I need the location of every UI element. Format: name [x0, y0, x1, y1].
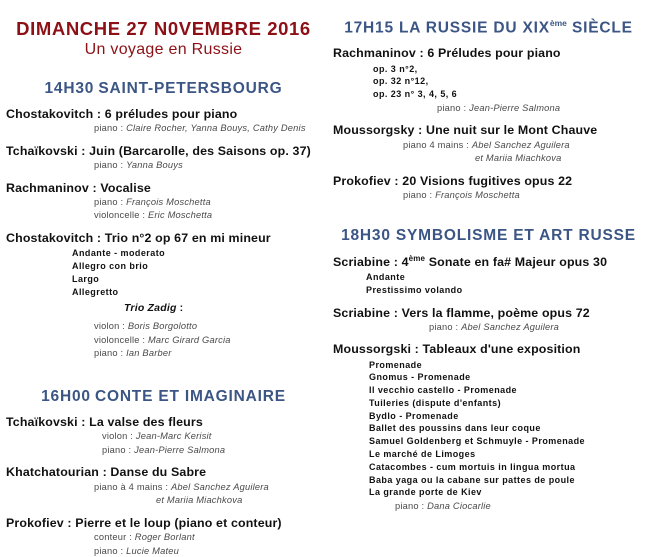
- movement-item: Le marché de Limoges: [369, 448, 644, 461]
- performer-line: [333, 321, 644, 334]
- work-title: Rachmaninov : 6 Préludes pour piano: [333, 46, 644, 60]
- performer-line: [6, 122, 321, 135]
- section-time-1715: 17H15: [344, 19, 394, 36]
- performer-role: piano :: [102, 445, 131, 455]
- page-subtitle: Un voyage en Russie: [6, 41, 321, 59]
- section-time-1600: 16H00: [41, 388, 91, 405]
- movement-item: Allegro con brio: [72, 260, 321, 273]
- performer-name: Claire Rocher, Yanna Bouys, Cathy Denis: [126, 123, 306, 133]
- performer-name: et Mariia Miachkova: [475, 153, 561, 163]
- performer-line: [333, 189, 644, 202]
- movement-item: Bydlo - Promenade: [369, 410, 644, 423]
- performer-role: piano :: [94, 123, 123, 133]
- performer-role: violon :: [94, 321, 125, 331]
- movement-item: Tuileries (dispute d'enfants): [369, 397, 644, 410]
- work-title: Moussorgsky : Une nuit sur le Mont Chauve: [333, 123, 644, 137]
- work-item: [6, 144, 321, 172]
- work-title-ordinal: ème: [409, 254, 425, 263]
- performer-line: [333, 152, 644, 165]
- work-title-prefix: Scriabine : 4: [333, 255, 409, 269]
- performer-role: piano :: [403, 190, 432, 200]
- work-item: [333, 254, 644, 297]
- performer-line: [6, 481, 321, 494]
- work-title: Rachmaninov : Vocalise: [6, 181, 321, 195]
- performer-role: piano :: [429, 322, 458, 332]
- performer-line: [6, 209, 321, 222]
- movement-item: Il vecchio castello - Promenade: [369, 384, 644, 397]
- work-item: [6, 231, 321, 360]
- ensemble-name-line: [6, 302, 321, 314]
- movement-item: Gnomus - Promenade: [369, 371, 644, 384]
- performer-name: Yanna Bouys: [126, 160, 183, 170]
- performer-name: Lucie Mateu: [126, 546, 179, 556]
- performer-line: [6, 320, 321, 333]
- section-heading-1715: [333, 18, 644, 37]
- performer-name: et Mariia Miachkova: [156, 495, 242, 505]
- performer-role: piano 4 mains :: [403, 140, 469, 150]
- performer-line: [6, 494, 321, 507]
- movement-item: op. 32 n°12,: [373, 75, 644, 88]
- work-item: [6, 415, 321, 456]
- performer-role: conteur :: [94, 532, 132, 542]
- work-title: Chostakovitch : Trio n°2 op 67 en mi mineur: [6, 231, 321, 245]
- performer-name: Abel Sanchez Aguilera: [472, 140, 570, 150]
- section-name-prefix-1715: LA RUSSIE DU: [399, 19, 523, 36]
- performer-line: [333, 500, 644, 513]
- section-name-1600: CONTE ET IMAGINAIRE: [95, 388, 286, 405]
- performer-line: [6, 347, 321, 360]
- section-name-1830: SYMBOLISME ET ART RUSSE: [396, 227, 636, 244]
- work-item: [333, 342, 644, 512]
- performer-name: Jean-Pierre Salmona: [134, 445, 225, 455]
- section-time-1830: 18H30: [341, 227, 391, 244]
- performer-name: Eric Moschetta: [148, 210, 212, 220]
- movement-item: Promenade: [369, 359, 644, 372]
- performer-line: [6, 159, 321, 172]
- movement-item: Samuel Goldenberg et Schmuyle - Promenade: [369, 435, 644, 448]
- movement-item: Andante - moderato: [72, 247, 321, 260]
- right-column: [325, 0, 650, 463]
- performer-role: piano :: [94, 348, 123, 358]
- performer-name: Roger Borlant: [135, 532, 195, 542]
- work-title: Scriabine : Vers la flamme, poème opus 72: [333, 306, 644, 320]
- work-item: [333, 123, 644, 164]
- performer-role: piano :: [94, 546, 123, 556]
- work-item: [6, 516, 321, 557]
- work-item: [333, 46, 644, 114]
- movement-list: [333, 63, 644, 101]
- movement-item: Allegretto: [72, 286, 321, 299]
- work-title-suffix: Sonate en fa# Majeur opus 30: [425, 255, 607, 269]
- performer-role: piano :: [94, 197, 123, 207]
- performer-line: [6, 531, 321, 544]
- section-heading-1830: [333, 227, 644, 245]
- performer-name: Ian Barber: [126, 348, 171, 358]
- performer-role: piano :: [395, 501, 424, 511]
- section-name-1430: SAINT-PETERSBOURG: [98, 80, 282, 97]
- movement-item: Andante: [366, 271, 644, 284]
- performer-name: Abel Sanchez Aguilera: [171, 482, 269, 492]
- performer-name: Jean-Marc Kerisit: [136, 431, 212, 441]
- performer-role: violon :: [102, 431, 133, 441]
- work-title: Prokofiev : Pierre et le loup (piano et conteur): [6, 516, 321, 530]
- performer-line: [6, 444, 321, 457]
- section-heading-1430: [6, 80, 321, 98]
- performer-role: violoncelle :: [94, 210, 145, 220]
- performer-line: [333, 102, 644, 115]
- ensemble-colon: :: [177, 302, 184, 314]
- section-name-ordinal-1715: ème: [550, 18, 567, 28]
- section-name-century-1715: XIX: [523, 19, 550, 36]
- left-column: [0, 0, 325, 463]
- performer-name: Abel Sanchez Aguilera: [461, 322, 559, 332]
- movement-item: La grande porte de Kiev: [369, 486, 644, 499]
- movement-item: Catacombes - cum mortuis in lingua mortua: [369, 461, 644, 474]
- ensemble-name: Trio Zadig: [124, 302, 177, 314]
- movement-list: [6, 247, 321, 298]
- movement-item: op. 23 n° 3, 4, 5, 6: [373, 88, 644, 101]
- performer-name: François Moschetta: [435, 190, 520, 200]
- performer-line: [6, 334, 321, 347]
- performer-role: violoncelle :: [94, 335, 145, 345]
- movement-item: Largo: [72, 273, 321, 286]
- movement-list: [333, 271, 644, 297]
- work-item: [6, 181, 321, 222]
- performer-line: [6, 545, 321, 557]
- performer-name: Dana Ciocarlie: [427, 501, 491, 511]
- performer-role: piano à 4 mains :: [94, 482, 168, 492]
- work-title: [333, 254, 644, 269]
- movement-item: Baba yaga ou la cabane sur pattes de poule: [369, 474, 644, 487]
- movement-item: Prestissimo volando: [366, 284, 644, 297]
- performer-line: [333, 139, 644, 152]
- work-title: Khatchatourian : Danse du Sabre: [6, 465, 321, 479]
- work-title: Prokofiev : 20 Visions fugitives opus 22: [333, 174, 644, 188]
- work-item: [6, 107, 321, 135]
- movement-list: [333, 359, 644, 499]
- page-title: DIMANCHE 27 N0VEMBRE 2016: [6, 19, 321, 38]
- performer-role: piano :: [94, 160, 123, 170]
- performer-line: [6, 430, 321, 443]
- work-item: [333, 174, 644, 202]
- work-title: Tchaïkovski : Juin (Barcarolle, des Saisons op. 37): [6, 144, 321, 158]
- work-title: Moussorgski : Tableaux d'une exposition: [333, 342, 644, 356]
- section-name-suffix-1715: SIÈCLE: [567, 19, 633, 36]
- performer-name: Boris Borgolotto: [128, 321, 197, 331]
- movement-item: op. 3 n°2,: [373, 63, 644, 76]
- work-title: Tchaïkovski : La valse des fleurs: [6, 415, 321, 429]
- movement-item: Ballet des poussins dans leur coque: [369, 422, 644, 435]
- performer-line: [6, 196, 321, 209]
- performer-name: Marc Girard Garcia: [148, 335, 231, 345]
- section-heading-1600: [6, 388, 321, 406]
- performer-name: Jean-Pierre Salmona: [469, 103, 560, 113]
- work-title: Chostakovitch : 6 préludes pour piano: [6, 107, 321, 121]
- work-item: [333, 306, 644, 334]
- section-time-1430: 14H30: [45, 80, 95, 97]
- work-item: [6, 465, 321, 506]
- performer-role: piano :: [437, 103, 466, 113]
- performer-name: François Moschetta: [126, 197, 211, 207]
